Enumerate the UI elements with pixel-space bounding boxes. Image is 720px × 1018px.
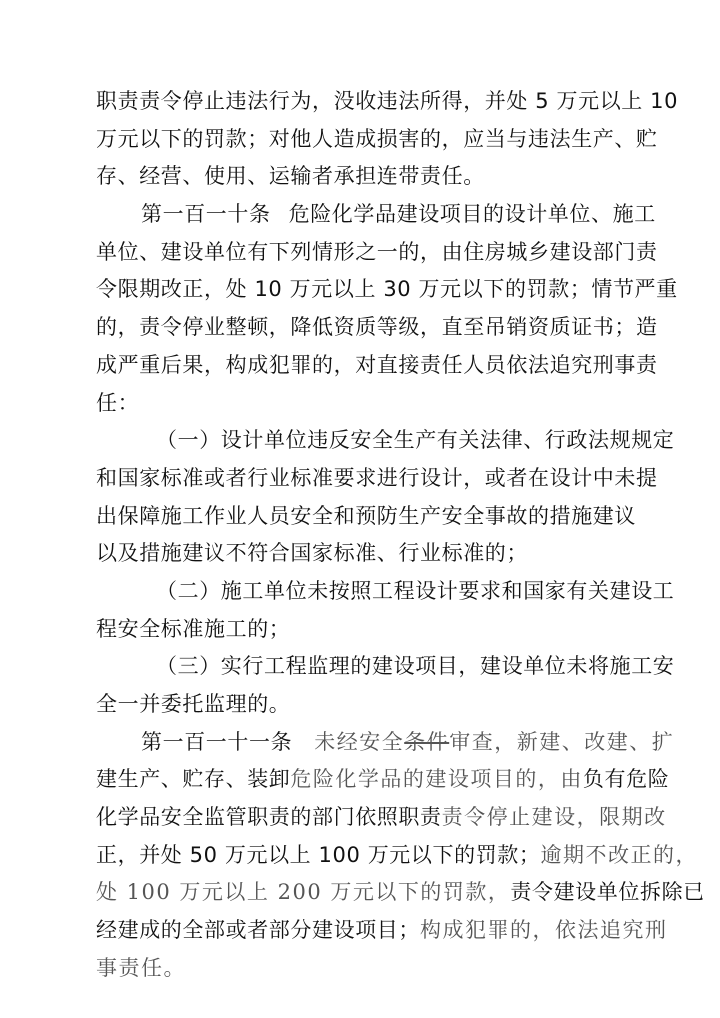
text-span: （二）施工单位未按照工程设计要求和国家有关建设工 [156, 578, 675, 603]
text-span: 的，责令停业整顿，降低资质等级，直至吊销资质证书；造 [96, 315, 658, 340]
text-line [96, 158, 621, 196]
text-line [96, 498, 636, 536]
text-span: 职责责令停止违法行为，没收违法所得，并处 5 万元以上 10 [96, 89, 679, 113]
article-110-heading-line [96, 196, 656, 234]
struck-text: 条件 [404, 729, 450, 754]
text-span: 化学品安全监管职责的部门依照职责 [96, 805, 442, 830]
text-span: （一）设计单位违反安全生产有关法律、行政法规规定 [156, 428, 675, 453]
text-line [96, 912, 668, 950]
text-span: 任： [96, 390, 140, 415]
text-span: 和国家标准或者行业标准要求进行设计，或者在设计中未提 [96, 465, 658, 490]
document-body [96, 83, 705, 988]
text-line [96, 950, 621, 988]
text-line [96, 535, 621, 573]
text-span: 责令停止建设，限期改 [441, 805, 667, 830]
text-span: 负有危险 [582, 767, 670, 792]
text-span: 经建成的全部或者部分建设项目； [96, 918, 420, 943]
text-span: 正，并处 50 万元以上 100 万元以下的罚款； [96, 842, 541, 867]
text-span: 危险化学品的建设项目的，由 [290, 767, 583, 792]
text-span: 处 100 万元以上 200 万元以下的罚款， [96, 880, 511, 905]
text-span: 构成犯罪的，依法追究刑 [420, 918, 668, 943]
text-span: 成严重后果，构成犯罪的，对直接责任人员依法追究刑事责 [96, 352, 658, 377]
text-line [96, 761, 670, 799]
list-item-line [96, 422, 675, 460]
text-span: 万元以下的罚款；对他人造成损害的，应当与违法生产、贮 [96, 126, 658, 151]
text-span: 单位、建设单位有下列情形之一的，由住房城乡建设部门责 [96, 239, 658, 264]
text-line [96, 874, 705, 912]
text-line [96, 799, 667, 837]
text-line [96, 347, 658, 385]
text-line [96, 234, 658, 272]
list-item-line [96, 648, 675, 686]
text-line [96, 385, 621, 423]
text-span: 建生产、贮存、装卸 [96, 767, 291, 792]
text-span: 危险化学品建设项目的设计单位、施工 [288, 202, 656, 227]
text-span: 程安全标准施工的； [96, 616, 291, 641]
text-line [96, 837, 699, 875]
text-line [96, 121, 658, 159]
list-item-line [96, 573, 675, 611]
text-span: 未经安全 [314, 729, 405, 754]
text-span: 存、经营、使用、运输者承担连带责任。 [96, 164, 485, 189]
text-span: 令限期改正，处 10 万元以上 30 万元以下的罚款；情节严重 [96, 277, 678, 302]
article-number: 第一百一十一条 [141, 729, 293, 754]
text-span: 全一并委托监理的。 [96, 692, 291, 716]
article-number: 第一百一十条 [141, 202, 271, 227]
text-line [96, 83, 679, 121]
article-111-heading-line [96, 724, 675, 762]
text-line [96, 460, 658, 498]
text-line [96, 271, 678, 309]
text-span: 事责任。 [96, 955, 186, 980]
text-span: （三）实行工程监理的建设项目，建设单位未将施工安 [156, 654, 675, 679]
text-span: 责令建设单位拆除已 [510, 880, 705, 905]
text-span: 审查，新建、改建、扩 [449, 729, 675, 754]
text-span: 出保障施工作业人员安全和预防生产安全事故的措施建议 [96, 503, 636, 528]
text-line [96, 686, 621, 724]
text-line [96, 611, 621, 649]
text-span: 以及措施建议不符合国家标准、行业标准的； [96, 541, 528, 566]
text-line [96, 309, 658, 347]
text-span: 逾期不改正的， [540, 842, 699, 867]
